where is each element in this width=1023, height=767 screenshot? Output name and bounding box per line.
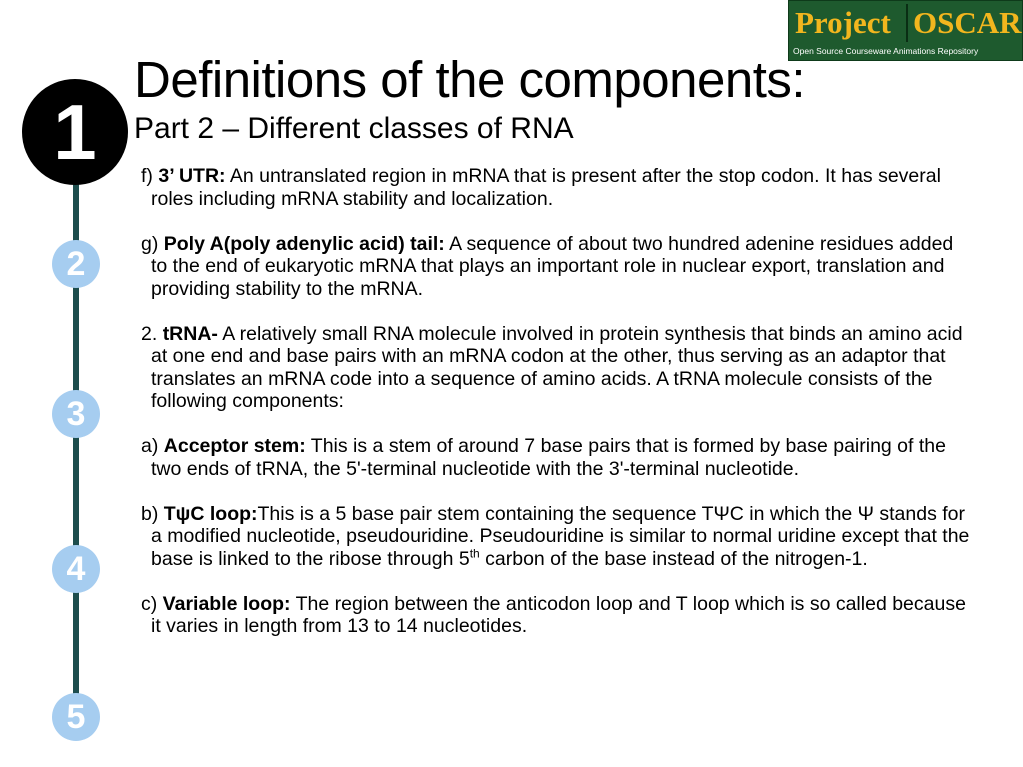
- item-term: 3’ UTR:: [158, 165, 226, 187]
- item-text: This is a stem of around 7 base pairs that is formed by base pairing of the two ends of tRNA, the 5'-terminal nucleotide with the 3'-terminal nucleotide.: [151, 435, 946, 480]
- item-term: Acceptor stem:: [163, 435, 306, 457]
- item-term: Variable loop:: [162, 592, 291, 615]
- logo-word-oscar: OSCAR: [913, 5, 1022, 40]
- definitions-list: [141, 165, 971, 638]
- slide-subtitle: Part 2 – Different classes of RNA: [134, 112, 574, 145]
- project-oscar-logo: [788, 0, 1023, 61]
- step-1-current[interactable]: 1: [22, 79, 128, 185]
- item-text-continued: carbon of the base instead of the nitrogen-1.: [479, 547, 868, 570]
- slide-title: Definitions of the components:: [134, 51, 806, 108]
- item-superscript: th: [469, 546, 480, 560]
- item-term: TψC loop:: [163, 502, 258, 525]
- item-prefix: 2.: [141, 322, 163, 345]
- step-2[interactable]: 2: [52, 240, 100, 288]
- item-prefix: b): [141, 502, 164, 525]
- logo-divider: [906, 4, 908, 42]
- item-text: An untranslated region in mRNA that is present after the stop codon. It has several roles including mRNA stability and localization.: [151, 165, 941, 210]
- item-text: This is a 5 base pair stem containing the sequence TΨC in which the Ψ stands for a modified nucleotide, pseudouridine. Pseudouridine is similar to normal uridine except that the base is linked to the ribose through 5: [151, 502, 970, 570]
- definition-variable-loop: [141, 593, 971, 638]
- item-text: The region between the anticodon loop and T loop which is so called because it varies in length from 13 to 14 nucleotides.: [151, 592, 966, 637]
- item-prefix: f): [141, 165, 159, 187]
- item-prefix: a): [141, 435, 164, 457]
- item-term: Poly A(poly adenylic acid) tail:: [163, 232, 445, 255]
- step-3[interactable]: 3: [52, 390, 100, 438]
- item-prefix: c): [141, 592, 163, 615]
- item-prefix: g): [141, 232, 164, 255]
- step-4[interactable]: 4: [52, 545, 100, 593]
- definition-trna: [141, 323, 971, 413]
- item-text: A sequence of about two hundred adenine residues added to the end of eukaryotic mRNA that plays an important role in nuclear export, translation and providing stability to the mRNA.: [151, 232, 954, 300]
- logo-word-project: Project: [795, 5, 891, 40]
- item-term: tRNA-: [162, 322, 218, 345]
- logo-tagline: Open Source Courseware Animations Repository: [793, 46, 979, 56]
- step-5[interactable]: 5: [52, 693, 100, 741]
- definition-acceptor-stem: [141, 435, 971, 480]
- item-text: A relatively small RNA molecule involved in protein synthesis that binds an amino acid at one end and base pairs with an mRNA codon at the other, thus serving as an adaptor that translates an mRNA code into a sequence of amino acids. A tRNA molecule consists of the following components:: [151, 322, 963, 412]
- definition-3-utr: [141, 165, 971, 210]
- definition-tpsic-loop: [141, 503, 971, 571]
- definition-poly-a-tail: [141, 233, 971, 301]
